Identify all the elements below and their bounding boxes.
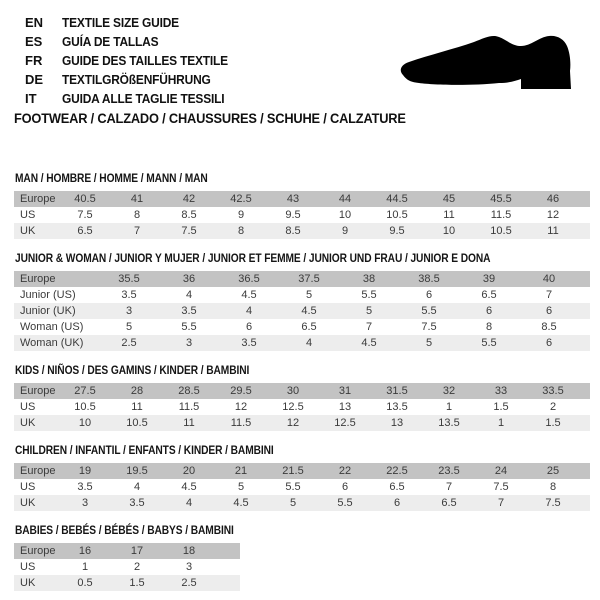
size-cell: 4.5 [361,337,377,349]
size-cell: 19 [78,465,92,477]
size-cell: 4.5 [301,305,317,317]
size-cell: 31.5 [386,385,408,397]
size-cell: 3 [81,497,89,509]
size-cell: 11.5 [490,209,512,221]
size-cell: 13 [390,417,404,429]
size-cell: 5 [365,305,373,317]
size-table-section-junior_woman [14,252,590,351]
size-cell: 27.5 [74,385,96,397]
section-title: CHILDREN / INFANTIL / ENFANTS / KINDER / BAMBINI [15,443,274,457]
size-table-section-babies [14,524,590,591]
row-label-cell: US [20,561,36,573]
table-row [14,191,590,207]
size-cell: 10.5 [386,209,408,221]
size-cell: 11 [547,225,559,237]
table-row [14,287,590,303]
language-label: GUÍA DE TALLAS [62,34,159,49]
size-cell: 6.5 [481,289,497,301]
size-cell: 7 [445,481,453,493]
filler-cell [579,335,590,351]
language-code: DE [25,72,44,87]
size-cell: 1 [497,417,505,429]
table-row [14,207,590,223]
size-table-man [14,191,590,239]
size-cell: 45 [442,193,456,205]
language-label: TEXTILE SIZE GUIDE [62,15,179,30]
filler-cell [579,319,590,335]
size-cell: 9 [341,225,349,237]
size-cell: 3.5 [241,337,257,349]
size-cell: 4 [245,305,253,317]
size-cell: 46 [546,193,560,205]
size-cell: 1 [445,401,453,413]
size-cell: 6.5 [77,225,93,237]
size-cell: 3 [185,337,193,349]
size-cell: 32 [442,385,456,397]
row-label-cell: Junior (US) [20,289,76,301]
size-cell: 7.5 [545,497,561,509]
size-cell: 7.5 [181,225,197,237]
table-row [14,575,240,591]
size-cell: 8 [485,321,493,333]
size-cell: 8 [549,481,557,493]
size-cell: 22.5 [386,465,408,477]
filler-cell [579,399,590,415]
table-row [14,271,590,287]
size-cell: 18 [182,545,196,557]
size-cell: 1.5 [545,417,561,429]
size-cell: 6 [545,305,553,317]
size-cell: 10.5 [126,417,148,429]
row-label-cell: US [20,481,36,493]
size-cell: 9.5 [285,209,301,221]
size-table-section-man [14,172,590,239]
size-cell: 7 [545,289,553,301]
table-row [14,415,590,431]
size-cell: 6.5 [389,481,405,493]
size-cell: 44.5 [386,193,408,205]
size-cell: 10 [338,209,352,221]
filler-cell [579,271,590,287]
size-cell: 4 [185,497,193,509]
size-cell: 1.5 [493,401,509,413]
table-row [14,559,240,575]
size-cell: 16 [78,545,92,557]
filler-cell [579,383,590,399]
filler-cell [579,207,590,223]
row-label-cell: UK [20,577,36,589]
size-cell: 36 [182,273,196,285]
table-row [14,463,590,479]
size-cell: 5 [125,321,133,333]
table-row [14,223,590,239]
size-cell: 35.5 [118,273,140,285]
size-cell: 23.5 [438,465,460,477]
size-cell: 3.5 [77,481,93,493]
size-cell: 33.5 [542,385,564,397]
size-cell: 4 [305,337,313,349]
size-cell: 6.5 [301,321,317,333]
language-row-en [14,13,590,32]
size-cell: 7.5 [77,209,93,221]
size-cell: 11 [443,209,455,221]
size-cell: 28 [130,385,144,397]
size-cell: 3 [125,305,133,317]
size-cell: 20 [182,465,196,477]
language-code: FR [25,53,43,68]
row-label-cell: Europe [20,385,56,397]
size-cell: 19.5 [126,465,148,477]
size-cell: 2.5 [121,337,137,349]
size-cell: 5.5 [181,321,197,333]
language-row-de [14,70,590,89]
size-cell: 21 [234,465,248,477]
table-row [14,383,590,399]
size-cell: 6 [393,497,401,509]
filler-cell [579,287,590,303]
size-cell: 43 [286,193,300,205]
size-cell: 24 [494,465,508,477]
size-cell: 6 [341,481,349,493]
size-cell: 11 [183,417,195,429]
size-table-babies [14,543,240,591]
size-table-junior_woman [14,271,590,351]
size-table-section-kids [14,364,590,431]
row-label-cell: Europe [20,193,56,205]
size-cell: 3 [185,561,193,573]
category-title: FOOTWEAR / CALZADO / CHAUSSURES / SCHUHE / CALZATURE [14,111,406,126]
section-title: JUNIOR & WOMAN / JUNIOR Y MUJER / JUNIOR ET FEMME / JUNIOR UND FRAU / JUNIOR E DONA [15,251,491,265]
size-cell: 6 [425,289,433,301]
size-cell: 22 [338,465,352,477]
size-cell: 5 [305,289,313,301]
size-cell: 6.5 [441,497,457,509]
row-label-cell: Europe [20,465,56,477]
size-cell: 4.5 [241,289,257,301]
size-cell: 7.5 [493,481,509,493]
row-label-cell: UK [20,417,36,429]
size-cell: 31 [338,385,352,397]
size-cell: 5.5 [361,289,377,301]
size-cell: 40 [542,273,556,285]
size-cell: 10.5 [490,225,512,237]
filler-cell [215,575,240,591]
size-cell: 5.5 [337,497,353,509]
row-label-cell: Junior (UK) [20,305,76,317]
size-cell: 5.5 [481,337,497,349]
row-label-cell: US [20,401,36,413]
size-cell: 2.5 [181,577,197,589]
table-row [14,335,590,351]
size-cell: 7 [133,225,141,237]
language-row-it [14,89,590,108]
size-cell: 33 [494,385,508,397]
row-label-cell: UK [20,497,36,509]
size-cell: 17 [130,545,144,557]
size-cell: 12 [286,417,300,429]
size-cell: 12 [234,401,248,413]
table-row [14,319,590,335]
size-cell: 10 [78,417,92,429]
size-cell: 10 [442,225,456,237]
size-cell: 8.5 [285,225,301,237]
size-cell: 9 [237,209,245,221]
size-cell: 13.5 [438,417,460,429]
language-code: IT [25,91,37,106]
size-cell: 6 [545,337,553,349]
size-table-kids [14,383,590,431]
size-cell: 45.5 [490,193,512,205]
language-label: GUIDE DES TAILLES TEXTILE [62,53,228,68]
size-cell: 0.5 [77,577,93,589]
row-label-cell: Woman (US) [20,321,84,333]
size-cell: 38 [362,273,376,285]
table-row [14,303,590,319]
size-cell: 8.5 [541,321,557,333]
size-cell: 28.5 [178,385,200,397]
size-cell: 4 [133,481,141,493]
table-row [14,495,590,511]
size-cell: 2 [133,561,141,573]
size-cell: 30 [286,385,300,397]
size-cell: 7.5 [421,321,437,333]
size-cell: 1 [81,561,89,573]
filler-cell [579,415,590,431]
size-cell: 25 [546,465,560,477]
size-cell: 4.5 [181,481,197,493]
size-cell: 2 [549,401,557,413]
language-title-block [14,13,590,108]
row-label-cell: Europe [20,273,56,285]
filler-cell [579,191,590,207]
size-cell: 9.5 [389,225,405,237]
row-label-cell: UK [20,225,36,237]
size-cell: 11.5 [230,417,252,429]
table-row [14,543,240,559]
size-cell: 12 [546,209,560,221]
size-cell: 3.5 [121,289,137,301]
size-cell: 7 [497,497,505,509]
filler-cell [579,223,590,239]
size-cell: 6 [485,305,493,317]
size-table-section-children [14,444,590,511]
size-cell: 21.5 [282,465,304,477]
size-cell: 5 [289,497,297,509]
size-cell: 1.5 [129,577,145,589]
section-title: BABIES / BEBÉS / BÉBÉS / BABYS / BAMBINI [15,523,234,537]
language-code: EN [25,15,44,30]
size-cell: 5.5 [285,481,301,493]
language-row-es [14,32,590,51]
row-label-cell: US [20,209,36,221]
filler-cell [579,463,590,479]
size-cell: 10.5 [74,401,96,413]
language-label: TEXTILGRÖßENFÜHRUNG [62,72,211,87]
size-cell: 3.5 [129,497,145,509]
language-label: GUIDA ALLE TAGLIE TESSILI [62,91,225,106]
size-cell: 39 [482,273,496,285]
filler-cell [579,495,590,511]
size-tables [14,172,590,591]
size-cell: 3.5 [181,305,197,317]
size-cell: 13.5 [386,401,408,413]
size-cell: 7 [365,321,373,333]
filler-cell [215,559,240,575]
size-cell: 12.5 [282,401,304,413]
filler-cell [579,303,590,319]
size-cell: 8 [133,209,141,221]
size-table-children [14,463,590,511]
filler-cell [215,543,240,559]
language-code: ES [25,34,43,49]
size-cell: 8.5 [181,209,197,221]
size-cell: 8 [237,225,245,237]
table-row [14,399,590,415]
size-cell: 36.5 [238,273,260,285]
row-label-cell: Woman (UK) [20,337,84,349]
table-row [14,479,590,495]
filler-cell [579,479,590,495]
size-cell: 6 [245,321,253,333]
size-cell: 11.5 [178,401,200,413]
size-cell: 12.5 [334,417,356,429]
size-cell: 11 [131,401,143,413]
size-cell: 42.5 [230,193,252,205]
size-cell: 38.5 [418,273,440,285]
section-title: MAN / HOMBRE / HOMME / MANN / MAN [15,171,208,185]
size-cell: 5 [425,337,433,349]
size-cell: 4 [185,289,193,301]
size-cell: 5.5 [421,305,437,317]
size-cell: 13 [338,401,352,413]
section-title: KIDS / NIÑOS / DES GAMINS / KINDER / BAMBINI [15,363,250,377]
size-cell: 37.5 [298,273,320,285]
size-cell: 29.5 [230,385,252,397]
size-cell: 41 [130,193,144,205]
language-row-fr [14,51,590,70]
size-cell: 42 [182,193,196,205]
size-cell: 4.5 [233,497,249,509]
size-cell: 5 [237,481,245,493]
row-label-cell: Europe [20,545,56,557]
size-cell: 40.5 [74,193,96,205]
size-cell: 44 [338,193,352,205]
